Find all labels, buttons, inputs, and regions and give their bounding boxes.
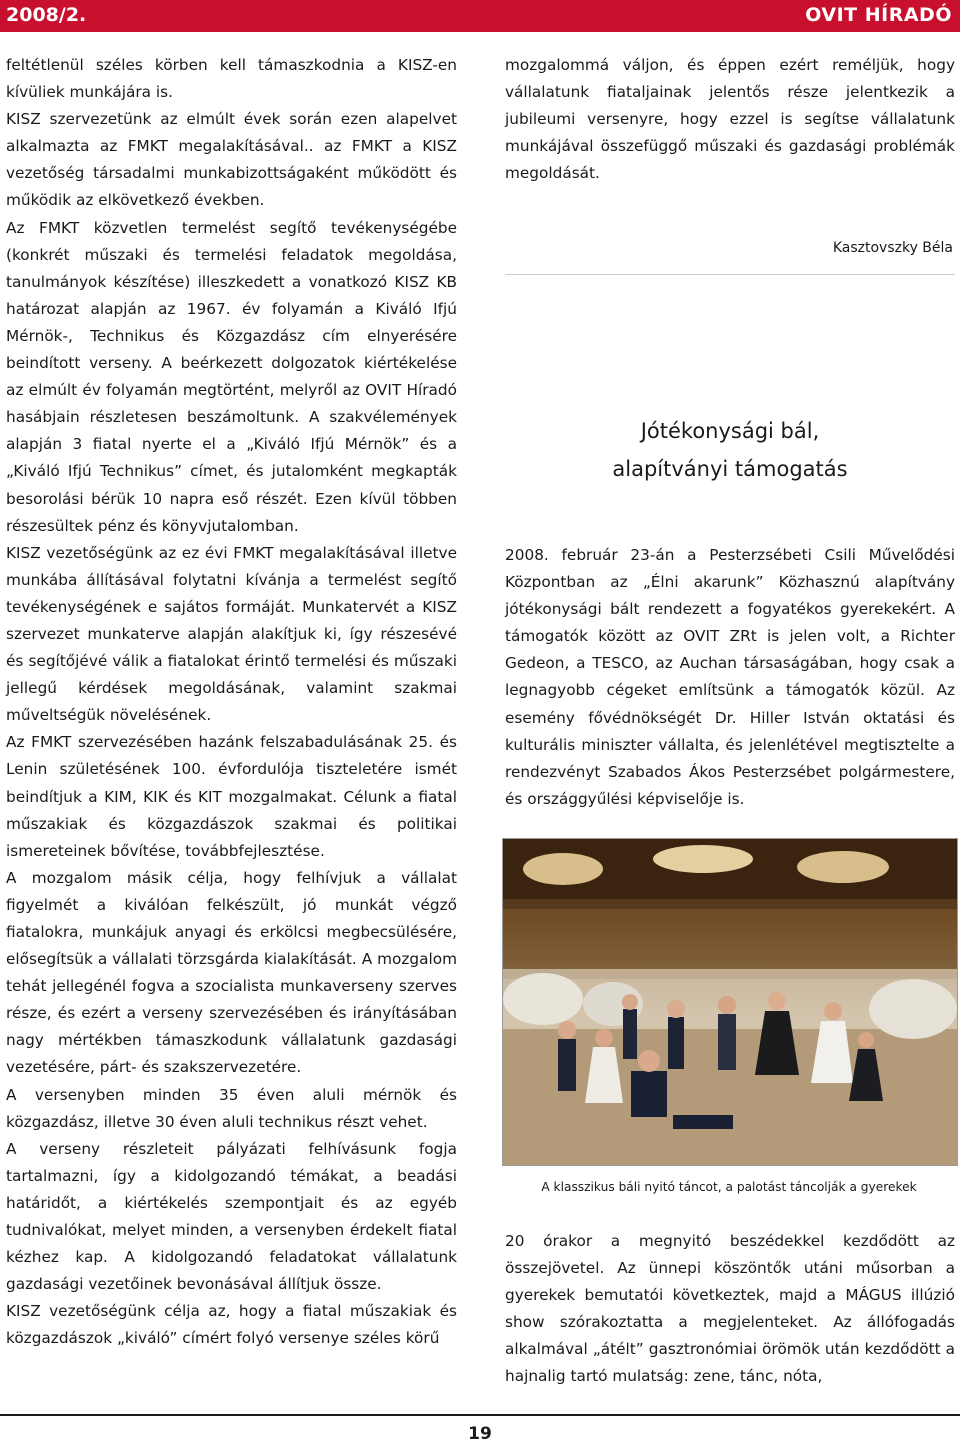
paragraph: Az FMKT közvetlen termelést segítő tevékenységébe (konkrét műszaki és termelési feladatok megoldása, tanulmányok készítése) illeszkedett a vonatkozó KISZ KB határozat alapján az 1967. év folyamán a Kiváló Ifjú Mérnök-, Technikus és Közgazdász cím elnyerésére beindított verseny. A beérkezett dolgozatok kiértékelése az elmúlt év folyamán megtörtént, melyről az OVIT Híradó hasábjain részletesen beszámoltunk. A szakvélemények alapján 3 fiatal nyerte el a „Kiváló Ifjú Mérnök” és a „Kiváló Ifjú Technikus” címet, és jutalomként megkapták besorolási bérük 10 napra eső részét. Ezen kívül többen részesültek pénz és könyvjutalomban. [6, 218, 457, 535]
section-title [505, 412, 955, 488]
paragraph: 20 órakor a megnyitó beszédekkel kezdődött az összejövetel. Az ünnepi köszöntők utáni műsorban a gyerekek bemutatói következtek, majd a MÁGUS illúzió show szórakoztatta a megjelenteket. Az állófogadás alkalmával „átélt” gasztronómiai örömök után kezdődött a hajnalig tartó mulatság: zene, tánc, nóta, [505, 1232, 955, 1386]
left-column [6, 52, 457, 1353]
footer-rule [0, 1414, 960, 1416]
paragraph: KISZ szervezetünk az elmúlt évek során ezen alapelvet alkalmazta az FMKT megalakításával.. az FMKT a KISZ vezetőség társadalmi munkabizottságaként működött és működik az elkövetkező években. [6, 110, 457, 210]
magazine-title: OVIT HÍRADÓ [805, 4, 952, 26]
article-author: Kasztovszky Béla [832, 240, 953, 256]
paragraph: A versenyben minden 35 éven aluli mérnök és közgazdász, illetve 30 éven aluli technikus részt vehet. [6, 1085, 457, 1131]
section-title-line: alapítványi támogatás [612, 457, 848, 481]
closing-body [505, 1228, 955, 1391]
issue-number: 2008/2. [6, 4, 87, 26]
paragraph: KISZ vezetőségünk az ez évi FMKT megalakításával illetve munkába állításával folytatni kívánja a termelést segítő tevékenységének e sajátos formáját. Munkatervét a KISZ szervezet munkaterve alapján alakítjuk ki, így részesévé és segítőjévé válik a fiatalokat érintő termelési és műszaki jellegű kérdések megoldásának, valamint szakmai műveltségük növelésének. [6, 543, 457, 725]
section-body [505, 542, 955, 813]
page-number: 19 [468, 1424, 492, 1444]
photo-caption: A klasszikus báli nyitó táncot, a palotást táncolják a gyerekek [541, 1180, 917, 1194]
dance-photo-illustration [503, 839, 957, 1165]
article-divider [505, 274, 955, 275]
paragraph: 2008. február 23-án a Pesterzsébeti Csili Művelődési Központban az „Élni akarunk” Közhasznú alapítvány jótékonysági bált rendezett a fogyatékos gyerekekért. A támogatók között az OVIT ZRt is jelen volt, a Richter Gedeon, a TESCO, az Auchan társaságában, hogy csak a legnagyobb cégeket említsünk a támogatók közül. Az esemény fővédnökségét Dr. Hiller István oktatási és kulturális miniszter vállalta, és jelenlétével megtisztelte a rendezvényt Szabados Ákos Pesterzsébet polgármestere, és országgyűlési képviselője is. [505, 546, 955, 808]
page-header [0, 0, 960, 32]
paragraph: A verseny részleteit pályázati felhívásunk fogja tartalmazni, így a kidolgozandó témákat, a beadási határidőt, a kiértékelés szempontjait és az egyéb tudnivalókat, melyet minden, a versenyben érdekelt fiatal kézhez kap. A kidolgozandó feladatokat vállalatunk gazdasági vezetőinek bevonásával állítjuk össze. [6, 1139, 457, 1294]
paragraph: feltétlenül széles körben kell támaszkodnia a KISZ-en kívüliek munkájára is. [6, 56, 457, 102]
paragraph: KISZ vezetőségünk célja az, hogy a fiatal műszakiak és közgazdászok „kiváló” címért folyó versenye széles körű [6, 1302, 457, 1348]
section-title-line: Jótékonysági bál, [640, 419, 820, 443]
right-column-intro [505, 52, 955, 187]
dance-photo [502, 838, 958, 1166]
paragraph: Az FMKT szervezésében hazánk felszabadulásának 25. és Lenin születésének 100. évfordulója tiszteletére ismét beindítjuk a KIM, KIK és KIT mozgalmakat. Célunk a fiatal műszakiak és közgazdászok szakmai és politikai ismereteinek bővítése, továbbfejlesztése. [6, 733, 457, 860]
paragraph: mozgalommá váljon, és éppen ezért reméljük, hogy vállalatunk fiataljainak jelentős része jelentkezik a jubileumi versenyre, hogy ezzel is segítse vállalatunk munkájával összefüggő műszaki és gazdasági problémák megoldását. [505, 56, 955, 183]
paragraph: A mozgalom másik célja, hogy felhívjuk a vállalat figyelmét a kiválóan felkészült, jó munkát végző fiatalokra, munkájuk anyagi és erkölcsi megbecsülésére, elősegítsük a vállalati törzsgárda kialakítását. A mozgalom tehát jellegénél fogva a szocialista munkaverseny szerves része, és ezért a verseny szervezésében és irányításában nagy mértékben támaszkodunk vállalatunk gazdasági vezetésére, párt- és szakszervezetére. [6, 868, 457, 1077]
